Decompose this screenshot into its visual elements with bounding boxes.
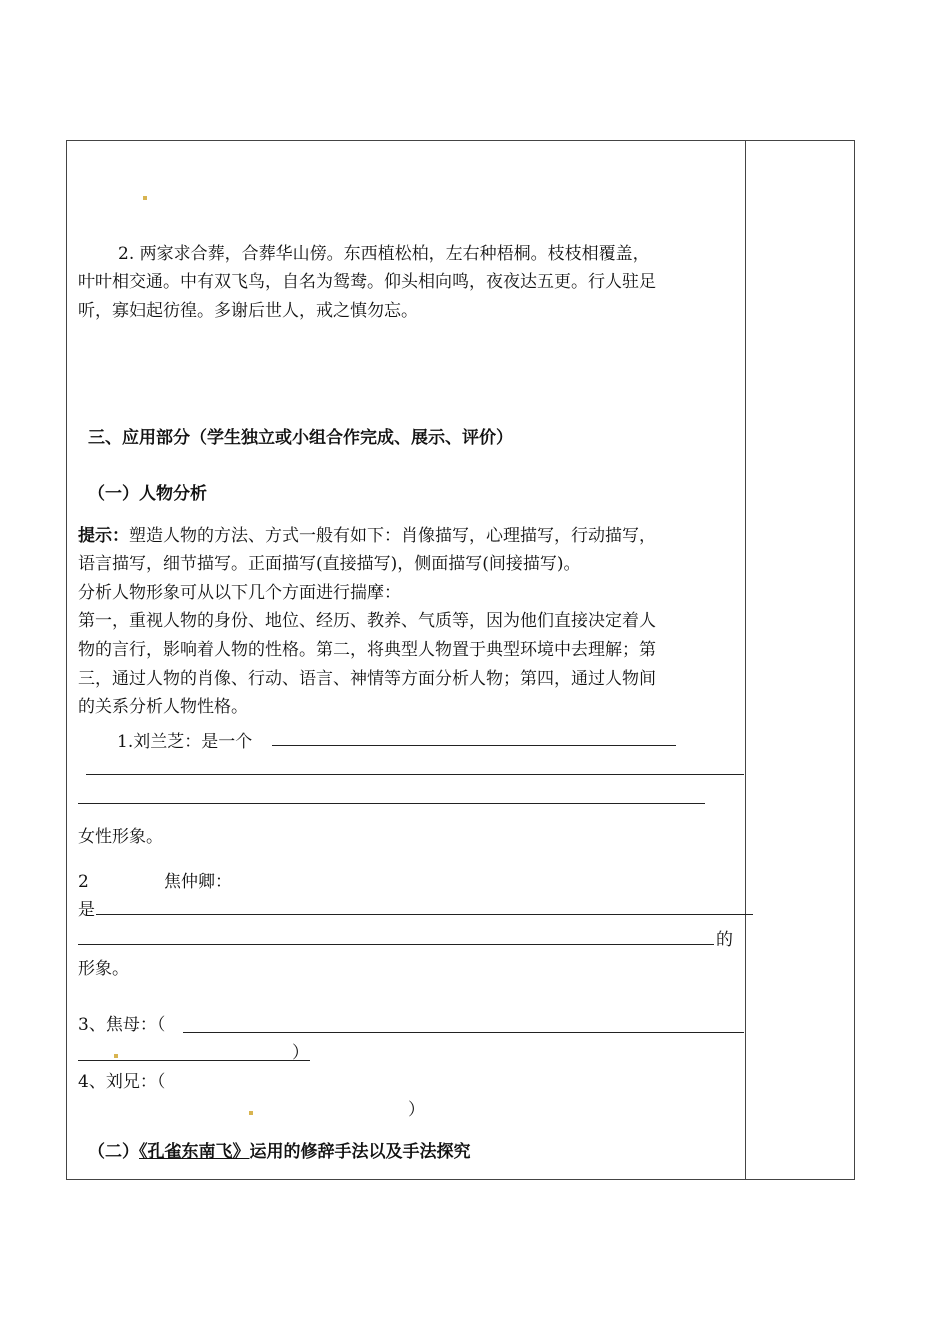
- tip-line-7: 的关系分析人物性格。: [78, 697, 248, 717]
- q2-de: 的: [716, 930, 733, 950]
- tip-line-3: 分析人物形象可从以下几个方面进行揣摩：: [78, 583, 401, 603]
- q3-answer-line-2[interactable]: [78, 1060, 310, 1061]
- poem-line-3: 听，寡妇起彷徨。多谢后世人，戒之慎勿忘。: [78, 301, 418, 321]
- q1-answer-line-1[interactable]: [272, 745, 676, 746]
- subsection-2-open: （二）: [88, 1142, 139, 1162]
- q1-prompt: 1.刘兰芝：是一个: [117, 732, 253, 752]
- q2-is: 是: [78, 900, 95, 920]
- q2-answer-line-1[interactable]: [96, 914, 753, 915]
- book-title: 《孔雀东南飞》: [139, 1142, 250, 1162]
- tip-line-1: [78, 522, 656, 550]
- tip-line-6: 三，通过人物的肖像、行动、语言、神情等方面分析人物；第四，通过人物间: [78, 669, 656, 689]
- tip-label: 提示：: [78, 526, 129, 546]
- q3-close: ）: [292, 1043, 309, 1063]
- subsection-2-rest: 运用的修辞手法以及手法探究: [249, 1142, 471, 1162]
- tip-line-4: 第一，重视人物的身份、地位、经历、教养、气质等，因为他们直接决定着人: [78, 611, 656, 631]
- tip-text-1: 塑造人物的方法、方式一般有如下：肖像描写，心理描写，行动描写，: [129, 526, 656, 546]
- q2-tail: 形象。: [78, 959, 129, 979]
- decorative-dot: [114, 1054, 118, 1058]
- q1-tail: 女性形象。: [78, 827, 163, 847]
- poem-line-2: 叶叶相交通。中有双飞鸟，自名为鸳鸯。仰头相向鸣，夜夜达五更。行人驻足: [78, 272, 656, 292]
- subsection-1-heading: （一）人物分析: [88, 484, 207, 504]
- tip-line-5: 物的言行，影响着人物的性格。第二，将典型人物置于典型环境中去理解；第: [78, 640, 656, 660]
- q1-answer-line-3[interactable]: [78, 803, 705, 804]
- q1-answer-line-2[interactable]: [86, 774, 744, 775]
- section-3-heading: 三、应用部分（学生独立或小组合作完成、展示、评价）: [88, 428, 513, 448]
- subsection-2-heading: [88, 1138, 471, 1166]
- poem-line-1: 2. 两家求合葬，合葬华山傍。东西植松柏，左右种梧桐。枝枝相覆盖，: [118, 244, 650, 264]
- q4-prompt: 4、刘兄：（: [78, 1072, 166, 1092]
- column-divider: [745, 140, 746, 1180]
- q2-name: 焦仲卿：: [164, 872, 232, 892]
- decorative-dot: [143, 196, 147, 200]
- decorative-dot: [249, 1111, 253, 1115]
- q3-prompt: 3、焦母：（: [78, 1015, 166, 1035]
- q4-close: ）: [408, 1100, 425, 1120]
- q2-answer-line-2[interactable]: [78, 944, 714, 945]
- tip-line-2: 语言描写，细节描写。正面描写(直接描写)，侧面描写(间接描写)。: [78, 554, 581, 574]
- q3-answer-line-1[interactable]: [183, 1032, 744, 1033]
- q2-number: 2: [78, 872, 89, 892]
